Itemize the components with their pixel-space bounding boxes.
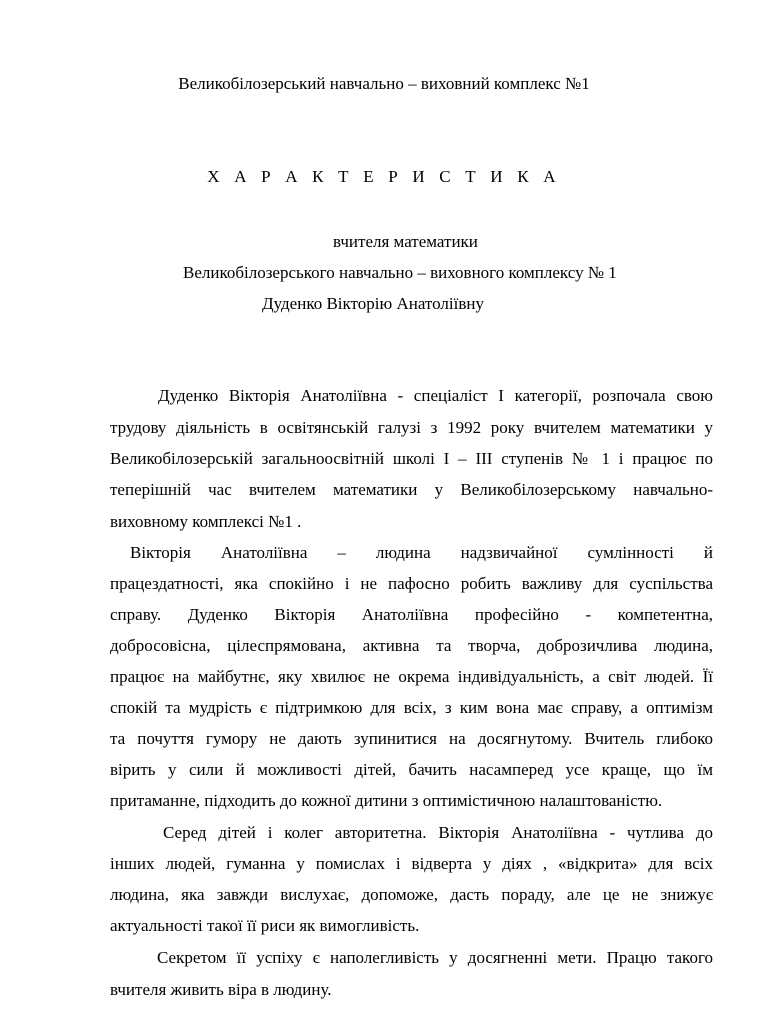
body-line: працездатності, яка спокійно і не пафосно робить важливу для суспільства [110, 574, 713, 593]
document-title: Х А Р А К Т Е Р И С Т И К А [207, 167, 561, 186]
school-name-header: Великобілозерський навчально – виховний комплекс №1 [178, 74, 590, 93]
body-line: притаманне, підходить до кожної дитини з оптимістичною налаштованістю. [110, 791, 663, 810]
body-line: виховному комплексі №1 . [110, 512, 302, 531]
body-line: теперішній час вчителем математики у Великобілозерському навчально- [110, 480, 713, 499]
body-line: справу. Дуденко Вікторія Анатоліївна професійно - компетентна, [110, 605, 713, 624]
body-line: інших людей, гуманна у помислах і відверта у діях , «відкрита» для всіх [110, 854, 713, 873]
body-line: працює на майбутнє, яку хвилює не окрема індивідуальність, а світ людей. Її [110, 667, 713, 686]
body-line: Вікторія Анатоліївна – людина надзвичайної сумлінності й [130, 543, 713, 562]
body-line: Секретом її успіху є наполегливість у досягненні мети. Працю такого [157, 948, 713, 967]
subtitle-line: Великобілозерського навчально – виховного комплексу № 1 [183, 263, 617, 282]
body-line: спокій та мудрість є підтримкою для всіх, з ким вона має справу, а оптимізм [110, 698, 713, 717]
subtitle-line: вчителя математики [333, 232, 478, 251]
body-line: Дуденко Вікторія Анатоліївна - спеціаліст І категорії, розпочала свою [158, 386, 713, 405]
subtitle-line: Дуденко Вікторію Анатоліївну [262, 294, 484, 313]
body-line: Великобілозерській загальноосвітній школі І – ІІІ ступенів № 1 і працює по [110, 449, 713, 468]
body-line: Серед дітей і колег авторитетна. Вікторія Анатоліївна - чутлива до [163, 823, 713, 842]
body-line: добросовісна, цілеспрямована, активна та творча, доброзичлива людина, [110, 636, 713, 655]
body-line: актуальності такої її риси як вимогливість. [110, 916, 420, 935]
body-line: людина, яка завжди вислухає, допоможе, дасть пораду, але це не знижує [110, 885, 713, 904]
body-line: вчителя живить віра в людину. [110, 980, 332, 999]
body-line: вірить у сили й можливості дітей, бачить насамперед усе краще, що їм [110, 760, 713, 779]
body-line: та почуття гумору не дають зупинитися на досягнутому. Вчитель глибоко [110, 729, 713, 748]
body-line: трудову діяльність в освітянській галузі з 1992 року вчителем математики у [110, 418, 713, 437]
